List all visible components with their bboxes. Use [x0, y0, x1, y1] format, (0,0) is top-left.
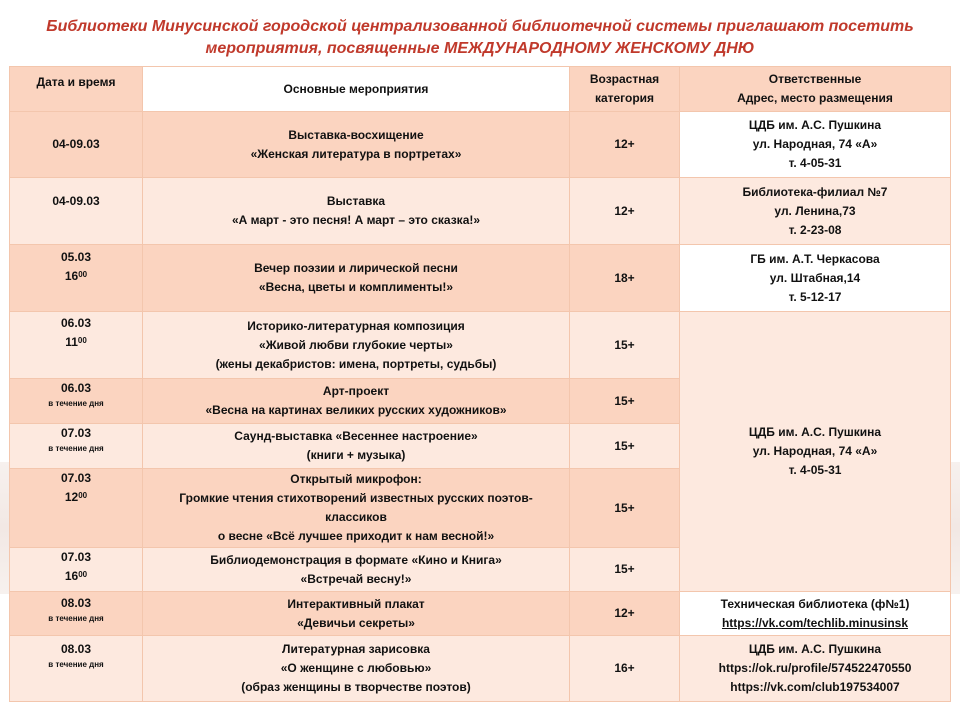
- row-age: 15+: [570, 379, 680, 424]
- header-responsible: Ответственные Адрес, место размещения: [680, 67, 951, 112]
- table-row: [10, 245, 951, 312]
- table-row: [10, 312, 951, 379]
- row-age: 15+: [570, 548, 680, 592]
- row-date: 06.03 $11^{00}$: [10, 312, 143, 379]
- row-date: 04-09.03: [10, 112, 143, 178]
- row-date: 07.03 $12^{00}$: [10, 469, 143, 548]
- row-age: 12+: [570, 178, 680, 245]
- row-responsible: Техническая библиотека (ф№1) https://vk.com/techlib.minusinsk: [680, 592, 951, 636]
- table-row: [10, 592, 951, 636]
- row-age: 15+: [570, 469, 680, 548]
- row-event: Вечер поэзии и лирической песни «Весна, цветы и комплименты!»: [143, 245, 570, 312]
- row-date: 08.03 в течение дня: [10, 636, 143, 702]
- row-date: 07.03 в течение дня: [10, 424, 143, 469]
- row-age: 16+: [570, 636, 680, 702]
- row-event: Выставка-восхищение «Женская литература в портретах»: [143, 112, 570, 178]
- row-date: 05.03 $16^{00}$: [10, 245, 143, 312]
- row-age: 18+: [570, 245, 680, 312]
- header-events: Основные мероприятия: [143, 67, 570, 112]
- row-responsible: Библиотека-филиал №7 ул. Ленина,73 т. 2-23-08: [680, 178, 951, 245]
- row-event: Библиодемонстрация в формате «Кино и Книга» «Встречай весну!»: [143, 548, 570, 592]
- row-event: Саунд-выставка «Весеннее настроение» (книги + музыка): [143, 424, 570, 469]
- row-responsible-merged: ЦДБ им. А.С. Пушкина ул. Народная, 74 «А» т. 4-05-31: [680, 312, 951, 592]
- title-line-2: мероприятия, посвященные МЕЖДУНАРОДНОМУ ЖЕНСКОМУ ДНЮ: [205, 40, 755, 57]
- row-event: Литературная зарисовка «О женщине с любовью» (образ женщины в творчестве поэтов): [143, 636, 570, 702]
- table-row: [10, 178, 951, 245]
- row-age: 15+: [570, 424, 680, 469]
- row-responsible: ЦДБ им. А.С. Пушкина https://ok.ru/profile/574522470550 https://vk.com/club197534007: [680, 636, 951, 702]
- row-event: Выставка «А март - это песня! А март – это сказка!»: [143, 178, 570, 245]
- vk-club-link[interactable]: https://vk.com/club197534007: [730, 680, 900, 694]
- row-date: 07.03 $16^{00}$: [10, 548, 143, 592]
- ok-profile-link[interactable]: https://ok.ru/profile/574522470550: [718, 661, 912, 675]
- table-row: [10, 112, 951, 178]
- row-responsible: ГБ им. А.Т. Черкасова ул. Штабная,14 т. 5-12-17: [680, 245, 951, 312]
- row-age: 15+: [570, 312, 680, 379]
- row-event: Арт-проект «Весна на картинах великих русских художников»: [143, 379, 570, 424]
- row-date: 08.03 в течение дня: [10, 592, 143, 636]
- header-date: Дата и время: [10, 67, 143, 112]
- row-event: Историко-литературная композиция «Живой любви глубокие черты» (жены декабристов: имена, портреты, судьбы): [143, 312, 570, 379]
- page-title: [0, 16, 960, 60]
- vk-techlib-link[interactable]: https://vk.com/techlib.minusinsk: [721, 615, 909, 630]
- row-responsible: ЦДБ им. А.С. Пушкина ул. Народная, 74 «А» т. 4-05-31: [680, 112, 951, 178]
- row-event: Открытый микрофон: Громкие чтения стихотворений известных русских поэтов- классиков о весне «Всё лучшее приходит к нам весной!»: [143, 469, 570, 548]
- row-age: 12+: [570, 592, 680, 636]
- row-age: 12+: [570, 112, 680, 178]
- table-row: [10, 636, 951, 702]
- table-header-row: [10, 67, 951, 112]
- events-table: [9, 66, 951, 702]
- header-age: Возрастная категория: [570, 67, 680, 112]
- row-event: Интерактивный плакат «Девичьи секреты»: [143, 592, 570, 636]
- title-line-1: Библиотеки Минусинской городской централизованной библиотечной системы приглашают посетить: [46, 18, 914, 35]
- row-date: 04-09.03: [10, 178, 143, 245]
- row-date: 06.03 в течение дня: [10, 379, 143, 424]
